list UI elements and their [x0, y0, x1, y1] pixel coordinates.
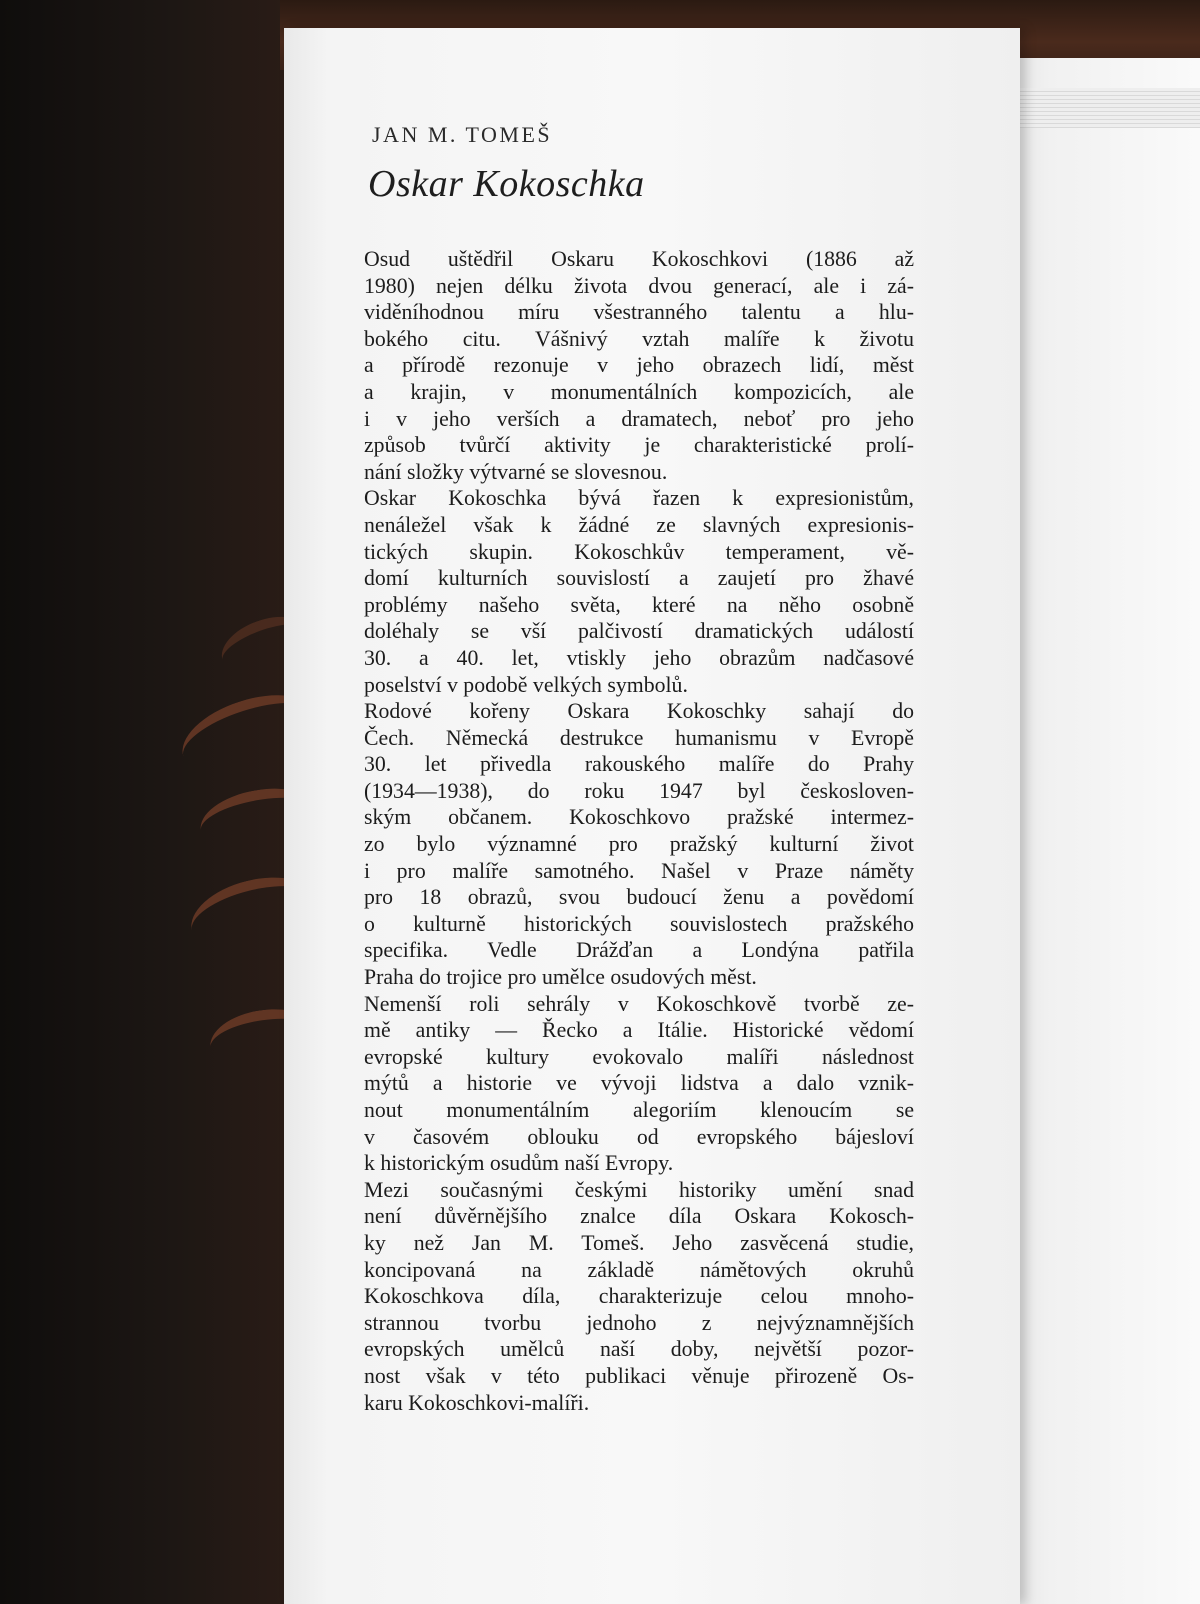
blurb-line: 1980) nejen délku života dvou generací, ale i zá- [364, 273, 914, 298]
author-name: JAN M. TOMEŠ [372, 122, 553, 147]
blurb-paragraph [364, 1177, 914, 1416]
blurb-line: Čech. Německá destrukce humanismu v Evropě [364, 725, 914, 750]
blurb-line: koncipovaná na základě námětových okruhů [364, 1257, 914, 1282]
book-cover-edge [1000, 58, 1200, 1604]
blurb-line: mě antiky — Řecko a Itálie. Historické vědomí [364, 1018, 914, 1043]
blurb-line: poselství v podobě velkých symbolů. [364, 672, 688, 697]
blurb-line: Mezi současnými českými historiky umění snad [364, 1177, 914, 1202]
blurb-line: evropských umělců naší doby, největší pozor- [364, 1337, 914, 1362]
blurb-line: tických skupin. Kokoschkův temperament, vě- [364, 539, 914, 564]
blurb-line: i pro malíře samotného. Našel v Praze náměty [364, 858, 914, 883]
blurb-line: nout monumentálním alegoriím klenoucím se [364, 1098, 914, 1122]
blurb-line: doléhaly se vší palčivostí dramatických událostí [364, 619, 914, 644]
blurb-line: způsob tvůrčí aktivity je charakteristické prolí- [364, 433, 914, 458]
blurb-line: evropské kultury evokovalo malíři následnost [364, 1044, 914, 1069]
blurb-paragraph [364, 246, 914, 485]
blurb-line: ky než Jan M. Tomeš. Jeho zasvěcená studie, [364, 1230, 914, 1255]
blurb-line: Osud uštědřil Oskaru Kokoschkovi (1886 až [364, 247, 914, 271]
blurb-line: nenáležel však k žádné ze slavných expresionis- [364, 512, 914, 537]
blurb-line: zo bylo významné pro pražský kulturní život [364, 832, 914, 857]
blurb-line: Praha do trojice pro umělce osudových měst. [364, 965, 757, 990]
book-spine-stripes [1000, 88, 1200, 128]
blurb-line: Kokoschkova díla, charakterizuje celou mnoho- [364, 1284, 914, 1309]
blurb-line: karu Kokoschkovi-malíři. [364, 1390, 590, 1415]
blurb-line: Nemenší roli sehrály v Kokoschkově tvorbě ze- [364, 991, 914, 1016]
blurb-line: mýtů a historie ve vývoji lidstva a dalo vznik- [364, 1071, 914, 1096]
blurb-paragraph [364, 698, 914, 991]
blurb-line: viděníhodnou míru všestranného talentu a hlu- [364, 300, 914, 325]
blurb-line: není důvěrnějšího znalce díla Oskara Kokosch- [364, 1204, 914, 1229]
blurb-line: domí kulturních souvislostí a zaujetí pro žhavé [364, 566, 914, 591]
blurb-paragraph [364, 991, 914, 1177]
book-title: Oskar Kokoschka [368, 163, 645, 205]
blurb-line: (1934—1938), do roku 1947 byl českosloven- [364, 778, 914, 803]
blurb-line: 30. let přivedla rakouského malíře do Prahy [364, 752, 914, 777]
blurb-line: i v jeho verších a dramatech, neboť pro jeho [364, 406, 914, 431]
blurb-paragraph [364, 485, 914, 698]
blurb-line: a krajin, v monumentálních kompozicích, ale [364, 379, 914, 404]
blurb-line: Oskar Kokoschka bývá řazen k expresionistům, [364, 486, 914, 511]
blurb-line: strannou tvorbu jednoho z nejvýznamnějších [364, 1310, 914, 1335]
blurb-line: ským občanem. Kokoschkovo pražské intermez- [364, 805, 914, 830]
blurb-line: nost však v této publikaci věnuje přirozeně Os- [364, 1363, 914, 1388]
blurb-line: bokého citu. Vášnivý vztah malíře k životu [364, 326, 914, 351]
blurb-line: o kulturně historických souvislostech pražského [364, 911, 914, 936]
blurb-line: nání složky výtvarné se slovesnou. [364, 459, 668, 484]
blurb-line: Rodové kořeny Oskara Kokoschky sahají do [364, 699, 914, 724]
blurb-line: problémy našeho světa, které na něho osobně [364, 592, 914, 617]
blurb-line: specifika. Vedle Drážďan a Londýna patřila [364, 938, 914, 963]
blurb-line: v časovém oblouku od evropského bájesloví [364, 1124, 914, 1149]
blurb-line: 30. a 40. let, vtiskly jeho obrazům nadčasové [364, 645, 914, 670]
blurb-text [364, 246, 914, 1416]
blurb-line: pro 18 obrazů, svou budoucí ženu a povědomí [364, 885, 914, 910]
blurb-line: k historickým osudům naší Evropy. [364, 1151, 674, 1176]
blurb-line: a přírodě rezonuje v jeho obrazech lidí, měst [364, 353, 914, 378]
